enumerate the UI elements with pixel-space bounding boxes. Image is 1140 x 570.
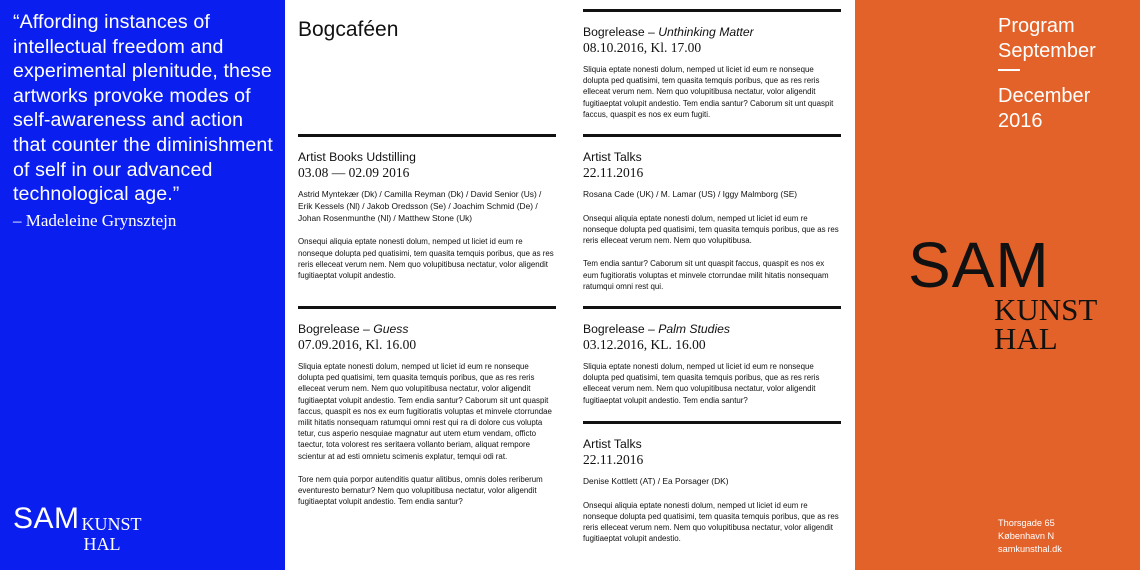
- quote-text: “Affording instances of intellectual freedom and experimental plenitude, these artworks provoke modes of self-awareness and action that counter the diminishment of self in our advanced technological age.”: [13, 11, 273, 206]
- program-label: Program: [998, 15, 1075, 37]
- event-date: 08.10.2016, Kl. 17.00: [583, 40, 702, 55]
- sam-kunsthal-logo-large: [908, 229, 1098, 356]
- program-end-month: December: [998, 85, 1091, 107]
- event-title: Artist Talks: [583, 150, 642, 164]
- event-title: Artist Books Udstilling: [298, 150, 416, 164]
- program-panel: [855, 0, 1140, 570]
- address-street: Thorsgade 65: [998, 518, 1055, 528]
- event-date: 03.08 — 02.09 2016: [298, 165, 410, 180]
- event-description: Onsequi aliquia eptate nonesti dolum, nemped ut liciet id eum re nonseque dolupta ped quatisimi, tem quasita temquis poribus, que as res reris elleceat verum nem. Nem quo volupitibusa nectatur, volor aligendit fugitiaeptat volupit andestio.: [298, 237, 554, 280]
- event-artists: Rosana Cade (UK) / M. Lamar (US) / Iggy Malmborg (SE): [583, 189, 798, 199]
- program-listing: [285, 0, 855, 570]
- logo-hal: HAL: [83, 534, 121, 554]
- address-block: [998, 517, 1062, 556]
- program-start-month: September: [998, 40, 1096, 62]
- event-description: Onsequi aliquia eptate nonesti dolum, nemped ut liciet id eum re nonseque dolupta ped quatisimi, tem quasita temquis poribus, que as res reris elleceat verum nem. Nem quo volupitibusa.: [583, 213, 839, 246]
- event-date: 07.09.2016, Kl. 16.00: [298, 337, 417, 352]
- event-palm-studies: [583, 306, 841, 406]
- event-description-2: Tore nem quia porpor autenditis quatur alitibus, omnis doles reriberum eventuresto bernatur? Nem quo volupitibusa nectatur, volor aligendit fugitiaeptat volupit andestio. Tem endia santur?: [298, 474, 543, 507]
- program-period: [998, 14, 1096, 134]
- program-year: 2016: [998, 110, 1043, 132]
- logo-kunst: KUNST: [994, 292, 1098, 327]
- logo-sam: SAM: [13, 502, 80, 535]
- event-artists: Astrid Myntekær (Dk) / Camilla Reyman (Dk) / David Senior (Us) / Erik Kessels (Nl) / Jakob Oredsson (Se) / Joachim Schmid (De) / Johan Rosenmunthe (Nl) / Matthew Stone (Uk): [298, 189, 542, 223]
- event-artist-books: [298, 134, 556, 281]
- event-description: Sliquia eptate nonesti dolum, nemped ut liciet id eum re nonseque dolupta ped quatisimi, tem quasita temquis poribus, que as res reris elleceat verum nem. Nem quo volupitibusa nectatur, volor aligendit fugitiaeptat volupit andestio. Tem endia santur? Caborum sit unt quaspit faccus, quaspit es nos ex eum fugitioratis voluptas et minvele ctorrundae milit hitatis nonsequam ratumqui omni rest qui ra di dolore cus volupta tetur, cus asperio nesquiae magnatur aut utem etum vendam, officto taectur, tota volorest res seritaera vollanto beriam, aliquat rempore scientur at ad esti omnietu scimenis explatur, temqui odi rat.: [298, 362, 552, 461]
- event-guess: [298, 306, 556, 507]
- website-link[interactable]: samkunsthal.dk: [998, 544, 1062, 554]
- event-description: Onsequi aliquia eptate nonesti dolum, nemped ut liciet id eum re nonseque dolupta ped quatisimi, tem quasita temquis poribus, que as res reris elleceat verum nem. Nem quo volupitibusa nectatur, volor aligendit fugitiaeptat volupit andestio.: [583, 500, 839, 544]
- event-date: 22.11.2016: [583, 452, 644, 467]
- event-artist-talks-1: [583, 134, 841, 292]
- event-title: Bogrelease – Unthinking Matter: [583, 25, 754, 39]
- logo-hal: HAL: [994, 321, 1058, 356]
- period-dash: [998, 69, 1020, 71]
- event-title: Artist Talks: [583, 437, 642, 451]
- logo-kunsthal: [82, 514, 142, 554]
- quote-panel: [0, 0, 285, 570]
- logo-kunst: KUNST: [81, 514, 142, 534]
- logo-sam: SAM: [908, 229, 1050, 301]
- event-unthinking-matter: [583, 9, 841, 120]
- event-description: Sliquia eptate nonesti dolum, nemped ut liciet id eum re nonseque dolupta ped quatisimi, tem quasita temquis poribus, que as res reris elleceat verum nem. Nem quo volupitibusa nectatur, volor aligendit fugitiaeptat volupit andestio. Tem endia santur? Caborum sit unt quaspit faccus, quaspit es nos ex eum fugiti.: [583, 65, 834, 119]
- event-artist-talks-2: [583, 421, 841, 545]
- event-description-2: Tem endia santur? Caborum sit unt quaspit faccus, quaspit es nos ex eum fugitioratis voluptas et minvele ctorrundae milit hitatis nonsequam ratumqui omni rest qui.: [583, 259, 829, 291]
- event-title: Bogrelease – Guess: [298, 322, 409, 336]
- quote-attribution: – Madeleine Grynsztejn: [13, 210, 177, 230]
- event-date: 22.11.2016: [583, 165, 644, 180]
- event-description: Sliquia eptate nonesti dolum, nemped ut liciet id eum re nonseque dolupta ped quatisimi, tem quasita temquis poribus, que as res reris elleceat verum nem. Nem quo volupitibusa nectatur, volor aligendit fugitiaeptat volupit andestio. Tem endia santur?: [583, 362, 820, 405]
- sam-kunsthal-logo-small: [13, 504, 142, 554]
- event-artists: Denise Kottlett (AT) / Ea Porsager (DK): [583, 476, 729, 486]
- address-city: København N: [998, 531, 1055, 541]
- event-title: Bogrelease – Palm Studies: [583, 322, 731, 336]
- event-date: 03.12.2016, KL. 16.00: [583, 337, 706, 352]
- venue-title: Bogcaféen: [298, 18, 399, 41]
